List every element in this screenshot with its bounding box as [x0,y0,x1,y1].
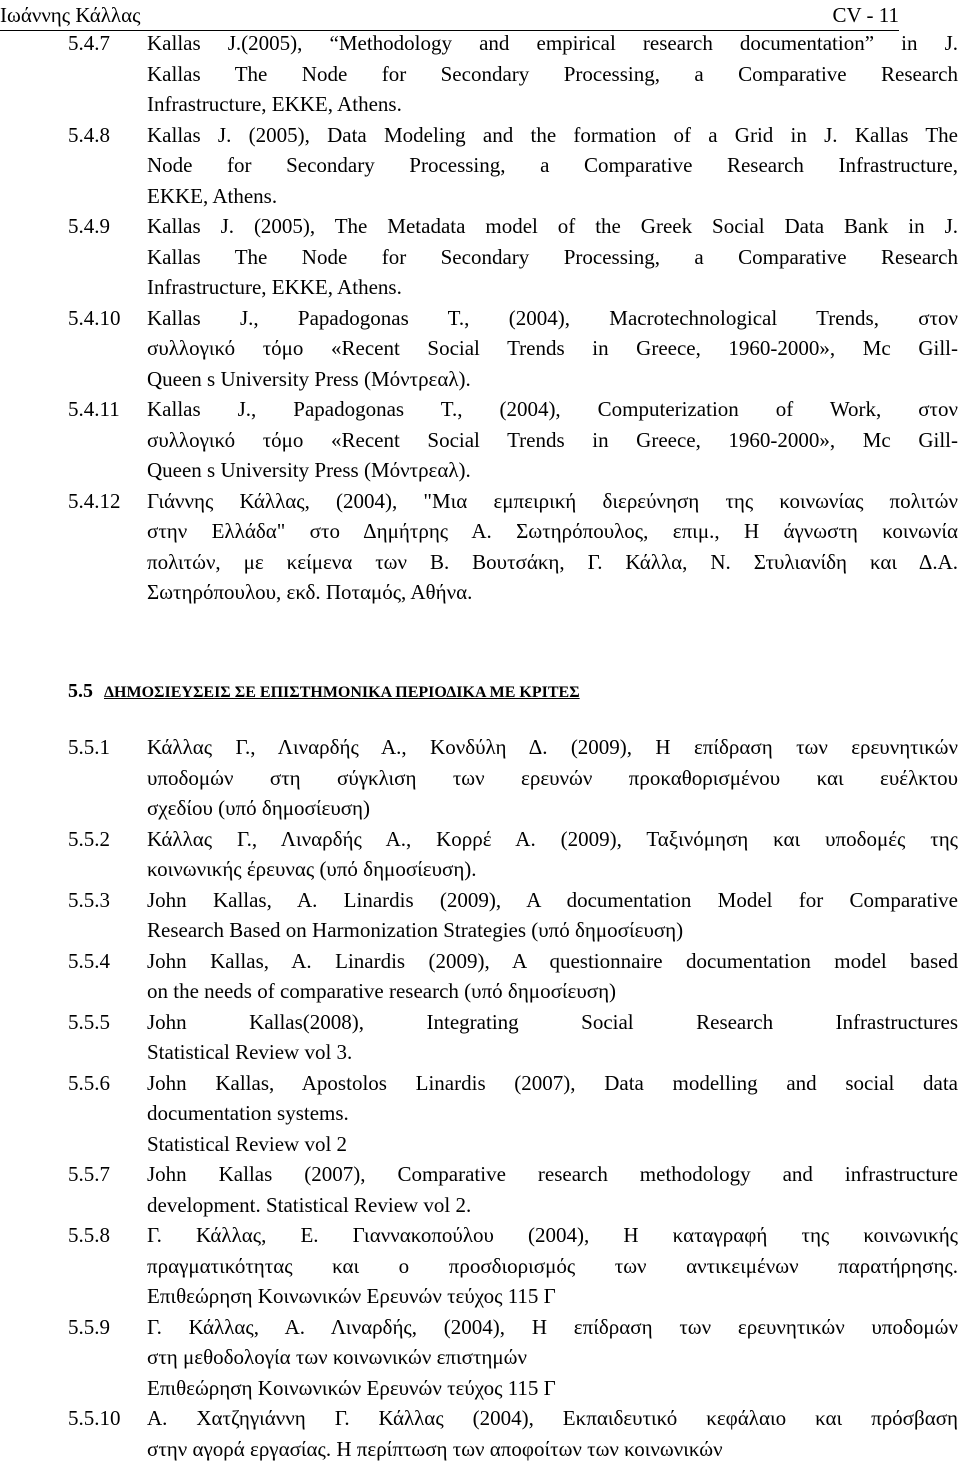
entry-number: 5.4.10 [68,303,121,334]
entry-line: Kallas J., Papadogonas T., (2004), Computerization of Work, στον [147,394,958,425]
entry-line: Queen s University Press (Μόντρεαλ). [147,455,958,486]
entry-line: Statistical Review vol 2 [147,1129,958,1160]
entry-line: Kallas J. (2005), The Metadata model of the Greek Social Data Bank in J. [147,211,958,242]
entry-line: Κάλλας Γ., Λιναρδής Α., Κονδύλη Δ. (2009), Η επίδραση των ερευνητικών [147,732,958,763]
entry-line: John Kallas(2008), Integrating Social Research Infrastructures [147,1007,958,1038]
entry-line: Queen s University Press (Μόντρεαλ). [147,364,958,395]
entry-line: Γ. Κάλλας, Ε. Γιαννακοπούλου (2004), Η καταγραφή της κοινωνικής [147,1220,958,1251]
entry-line: στην αγορά εργασίας. Η περίπτωση των αποφοίτων των κοινωνικών [147,1434,958,1464]
entry-line: Research Based on Harmonization Strategies (υπό δημοσίευση) [147,915,958,946]
entry-line: Επιθεώρηση Κοινωνικών Ερευνών τεύχος 115 Γ [147,1281,958,1312]
entry-line: κοινωνικής έρευνας (υπό δημοσίευση). [147,854,958,885]
entry-line: Statistical Review vol 3. [147,1037,958,1068]
entry-number: 5.5.4 [68,946,110,977]
entry-number: 5.4.7 [68,28,110,59]
section-title: ΔΗΜΟΣΙΕΥΣΕΙΣ ΣΕ ΕΠΙΣΤΗΜΟΝΙΚΑ ΠΕΡΙΟΔΙΚΑ ΜΕ ΚΡΙΤΕΣ [104,684,580,701]
entry-line: John Kallas, A. Linardis (2009), A questionnaire documentation model based [147,946,958,977]
entry-line: Kallas J.(2005), “Methodology and empirical research documentation” in J. [147,28,958,59]
entry-number: 5.5.9 [68,1312,110,1343]
entry-line: John Kallas, Apostolos Linardis (2007), Data modelling and social data [147,1068,958,1099]
entry-number: 5.5.3 [68,885,110,916]
entry-line: στην Ελλάδα" στο Δημήτρης Α. Σωτηρόπουλος, επιμ., Η άγνωστη κοινωνία [147,516,958,547]
header-page-number: CV - 11 [832,2,899,28]
entry-number: 5.5.6 [68,1068,110,1099]
entry-line: Κάλλας Γ., Λιναρδής Α., Κορρέ Α. (2009), Ταξινόμηση και υποδομές της [147,824,958,855]
entry-number: 5.4.8 [68,120,110,151]
entry-line: John Kallas, A. Linardis (2009), A documentation Model for Comparative [147,885,958,916]
header-author: Ιωάννης Κάλλας [0,2,140,28]
entry-line: development. Statistical Review vol 2. [147,1190,958,1221]
entry-line: Γ. Κάλλας, Α. Λιναρδής, (2004), Η επίδραση των ερευνητικών υποδομών [147,1312,958,1343]
entry-line: σχεδίου (υπό δημοσίευση) [147,793,958,824]
entry-line: Infrastructure, EKKE, Athens. [147,89,958,120]
entry-line: Kallas The Node for Secondary Processing, a Comparative Research [147,242,958,273]
entry-number: 5.5.5 [68,1007,110,1038]
page-header [0,0,899,31]
entry-line: υποδομών στη σύγκλιση των ερευνών προκαθορισμένου και ευέλκτου [147,763,958,794]
entry-number: 5.5.10 [68,1403,121,1434]
entry-line: πολιτών, με κείμενα των Β. Βουτσάκη, Γ. Κάλλα, Ν. Στυλιανίδη και Δ.Α. [147,547,958,578]
section-heading [68,680,580,703]
entry-line: Α. Χατζηγιάννη Γ. Κάλλας (2004), Εκπαιδευτικό κεφάλαιο και πρόσβαση [147,1403,958,1434]
entry-line: συλλογικό τόμο «Recent Social Trends in Greece, 1960-2000», Mc Gill- [147,425,958,456]
entry-line: Kallas J. (2005), Data Modeling and the formation of a Grid in J. Kallas The [147,120,958,151]
entry-line: Kallas The Node for Secondary Processing, a Comparative Research [147,59,958,90]
entry-number: 5.4.12 [68,486,121,517]
entry-line: John Kallas (2007), Comparative research methodology and infrastructure [147,1159,958,1190]
entry-number: 5.4.11 [68,394,120,425]
entry-line: on the needs of comparative research (υπό δημοσίευση) [147,976,958,1007]
entry-line: πραγματικότητας και ο προσδιορισμός των αντικειμένων παρατήρησης. [147,1251,958,1282]
entry-number: 5.5.2 [68,824,110,855]
entry-line: EKKE, Athens. [147,181,958,212]
entry-line: Kallas J., Papadogonas T., (2004), Macrotechnological Trends, στον [147,303,958,334]
entry-line: Infrastructure, EKKE, Athens. [147,272,958,303]
entry-line: documentation systems. [147,1098,958,1129]
entry-line: στη μεθοδολογία των κοινωνικών επιστημών [147,1342,958,1373]
entry-line: Σωτηρόπουλου, εκδ. Ποταμός, Αθήνα. [147,577,958,608]
entry-line: Node for Secondary Processing, a Comparative Research Infrastructure, [147,150,958,181]
entry-line: Επιθεώρηση Κοινωνικών Ερευνών τεύχος 115 Γ [147,1373,958,1404]
section-number: 5.5 [68,680,93,702]
entry-number: 5.5.1 [68,732,110,763]
entry-number: 5.5.8 [68,1220,110,1251]
entry-line: Γιάννης Κάλλας, (2004), "Μια εμπειρική διερεύνηση της κοινωνίας πολιτών [147,486,958,517]
entry-number: 5.4.9 [68,211,110,242]
entry-line: συλλογικό τόμο «Recent Social Trends in Greece, 1960-2000», Mc Gill- [147,333,958,364]
entry-number: 5.5.7 [68,1159,110,1190]
